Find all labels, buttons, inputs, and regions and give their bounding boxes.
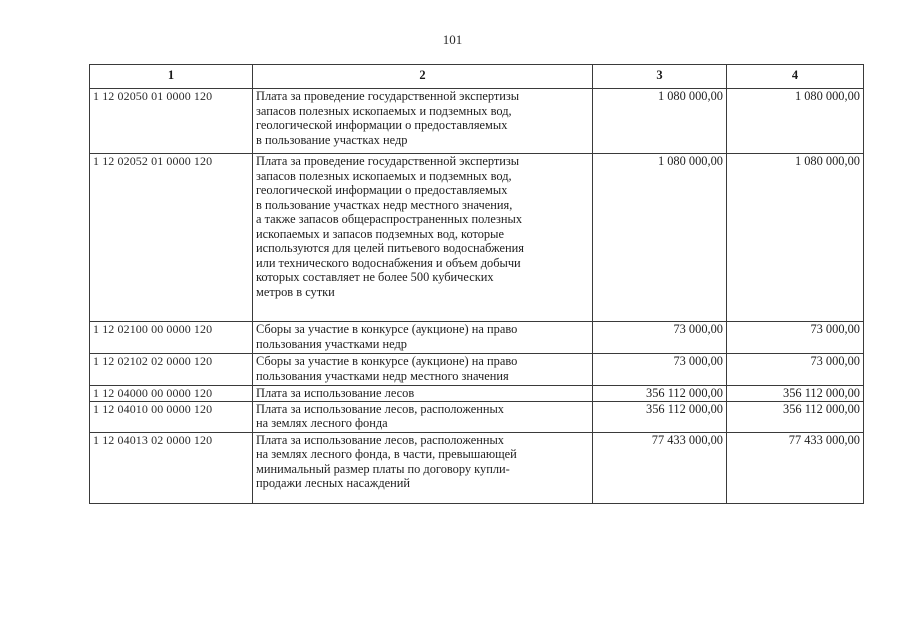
description-cell: Плата за использование лесов, расположенных на землях лесного фонда xyxy=(253,401,593,432)
amount-col4-cell: 356 112 000,00 xyxy=(727,386,864,402)
budget-table xyxy=(89,64,864,504)
column-header-2: 2 xyxy=(253,65,593,89)
amount-col4-cell: 356 112 000,00 xyxy=(727,401,864,432)
amount-col3-cell: 77 433 000,00 xyxy=(593,432,727,503)
table-row xyxy=(90,354,864,386)
amount-col3-cell: 73 000,00 xyxy=(593,322,727,354)
description-cell: Плата за использование лесов, расположенных на землях лесного фонда, в части, превышающей минимальный размер платы по договору купли- продажи лесных насаждений xyxy=(253,432,593,503)
description-cell: Плата за проведение государственной экспертизы запасов полезных ископаемых и подземных вод, геологической информации о предоставляемых в пользование участках недр xyxy=(253,89,593,154)
table-row xyxy=(90,322,864,354)
budget-code-cell: 1 12 04010 00 0000 120 xyxy=(90,401,253,432)
amount-col4-cell: 1 080 000,00 xyxy=(727,89,864,154)
table-row xyxy=(90,432,864,503)
budget-code-cell: 1 12 02052 01 0000 120 xyxy=(90,154,253,322)
amount-col4-cell: 73 000,00 xyxy=(727,322,864,354)
description-cell: Сборы за участие в конкурсе (аукционе) на право пользования участками недр xyxy=(253,322,593,354)
table-row xyxy=(90,89,864,154)
amount-col3-cell: 73 000,00 xyxy=(593,354,727,386)
table-row xyxy=(90,401,864,432)
page-number: 101 xyxy=(442,32,463,47)
budget-code-cell: 1 12 04013 02 0000 120 xyxy=(90,432,253,503)
header-row xyxy=(90,65,864,89)
column-header-4: 4 xyxy=(727,65,864,89)
amount-col4-cell: 77 433 000,00 xyxy=(727,432,864,503)
amount-col3-cell: 356 112 000,00 xyxy=(593,401,727,432)
description-cell: Плата за использование лесов xyxy=(253,386,593,402)
amount-col3-cell: 1 080 000,00 xyxy=(593,154,727,322)
amount-col3-cell: 1 080 000,00 xyxy=(593,89,727,154)
table-row xyxy=(90,154,864,322)
description-cell: Сборы за участие в конкурсе (аукционе) на право пользования участками недр местного значения xyxy=(253,354,593,386)
budget-code-cell: 1 12 02100 00 0000 120 xyxy=(90,322,253,354)
amount-col4-cell: 73 000,00 xyxy=(727,354,864,386)
column-header-3: 3 xyxy=(593,65,727,89)
table-row xyxy=(90,386,864,402)
budget-code-cell: 1 12 02102 02 0000 120 xyxy=(90,354,253,386)
amount-col4-cell: 1 080 000,00 xyxy=(727,154,864,322)
column-header-1: 1 xyxy=(90,65,253,89)
budget-code-cell: 1 12 02050 01 0000 120 xyxy=(90,89,253,154)
budget-code-cell: 1 12 04000 00 0000 120 xyxy=(90,386,253,402)
description-cell: Плата за проведение государственной экспертизы запасов полезных ископаемых и подземных вод, геологической информации о предоставляемых в пользование участках недр местного значения, а также запасов общераспространенных полезных ископаемых и запасов подземных вод, которые используются для целей питьевого водоснабжения или технического водоснабжения и объем добычи которых составляет не более 500 кубических метров в сутки xyxy=(253,154,593,322)
amount-col3-cell: 356 112 000,00 xyxy=(593,386,727,402)
